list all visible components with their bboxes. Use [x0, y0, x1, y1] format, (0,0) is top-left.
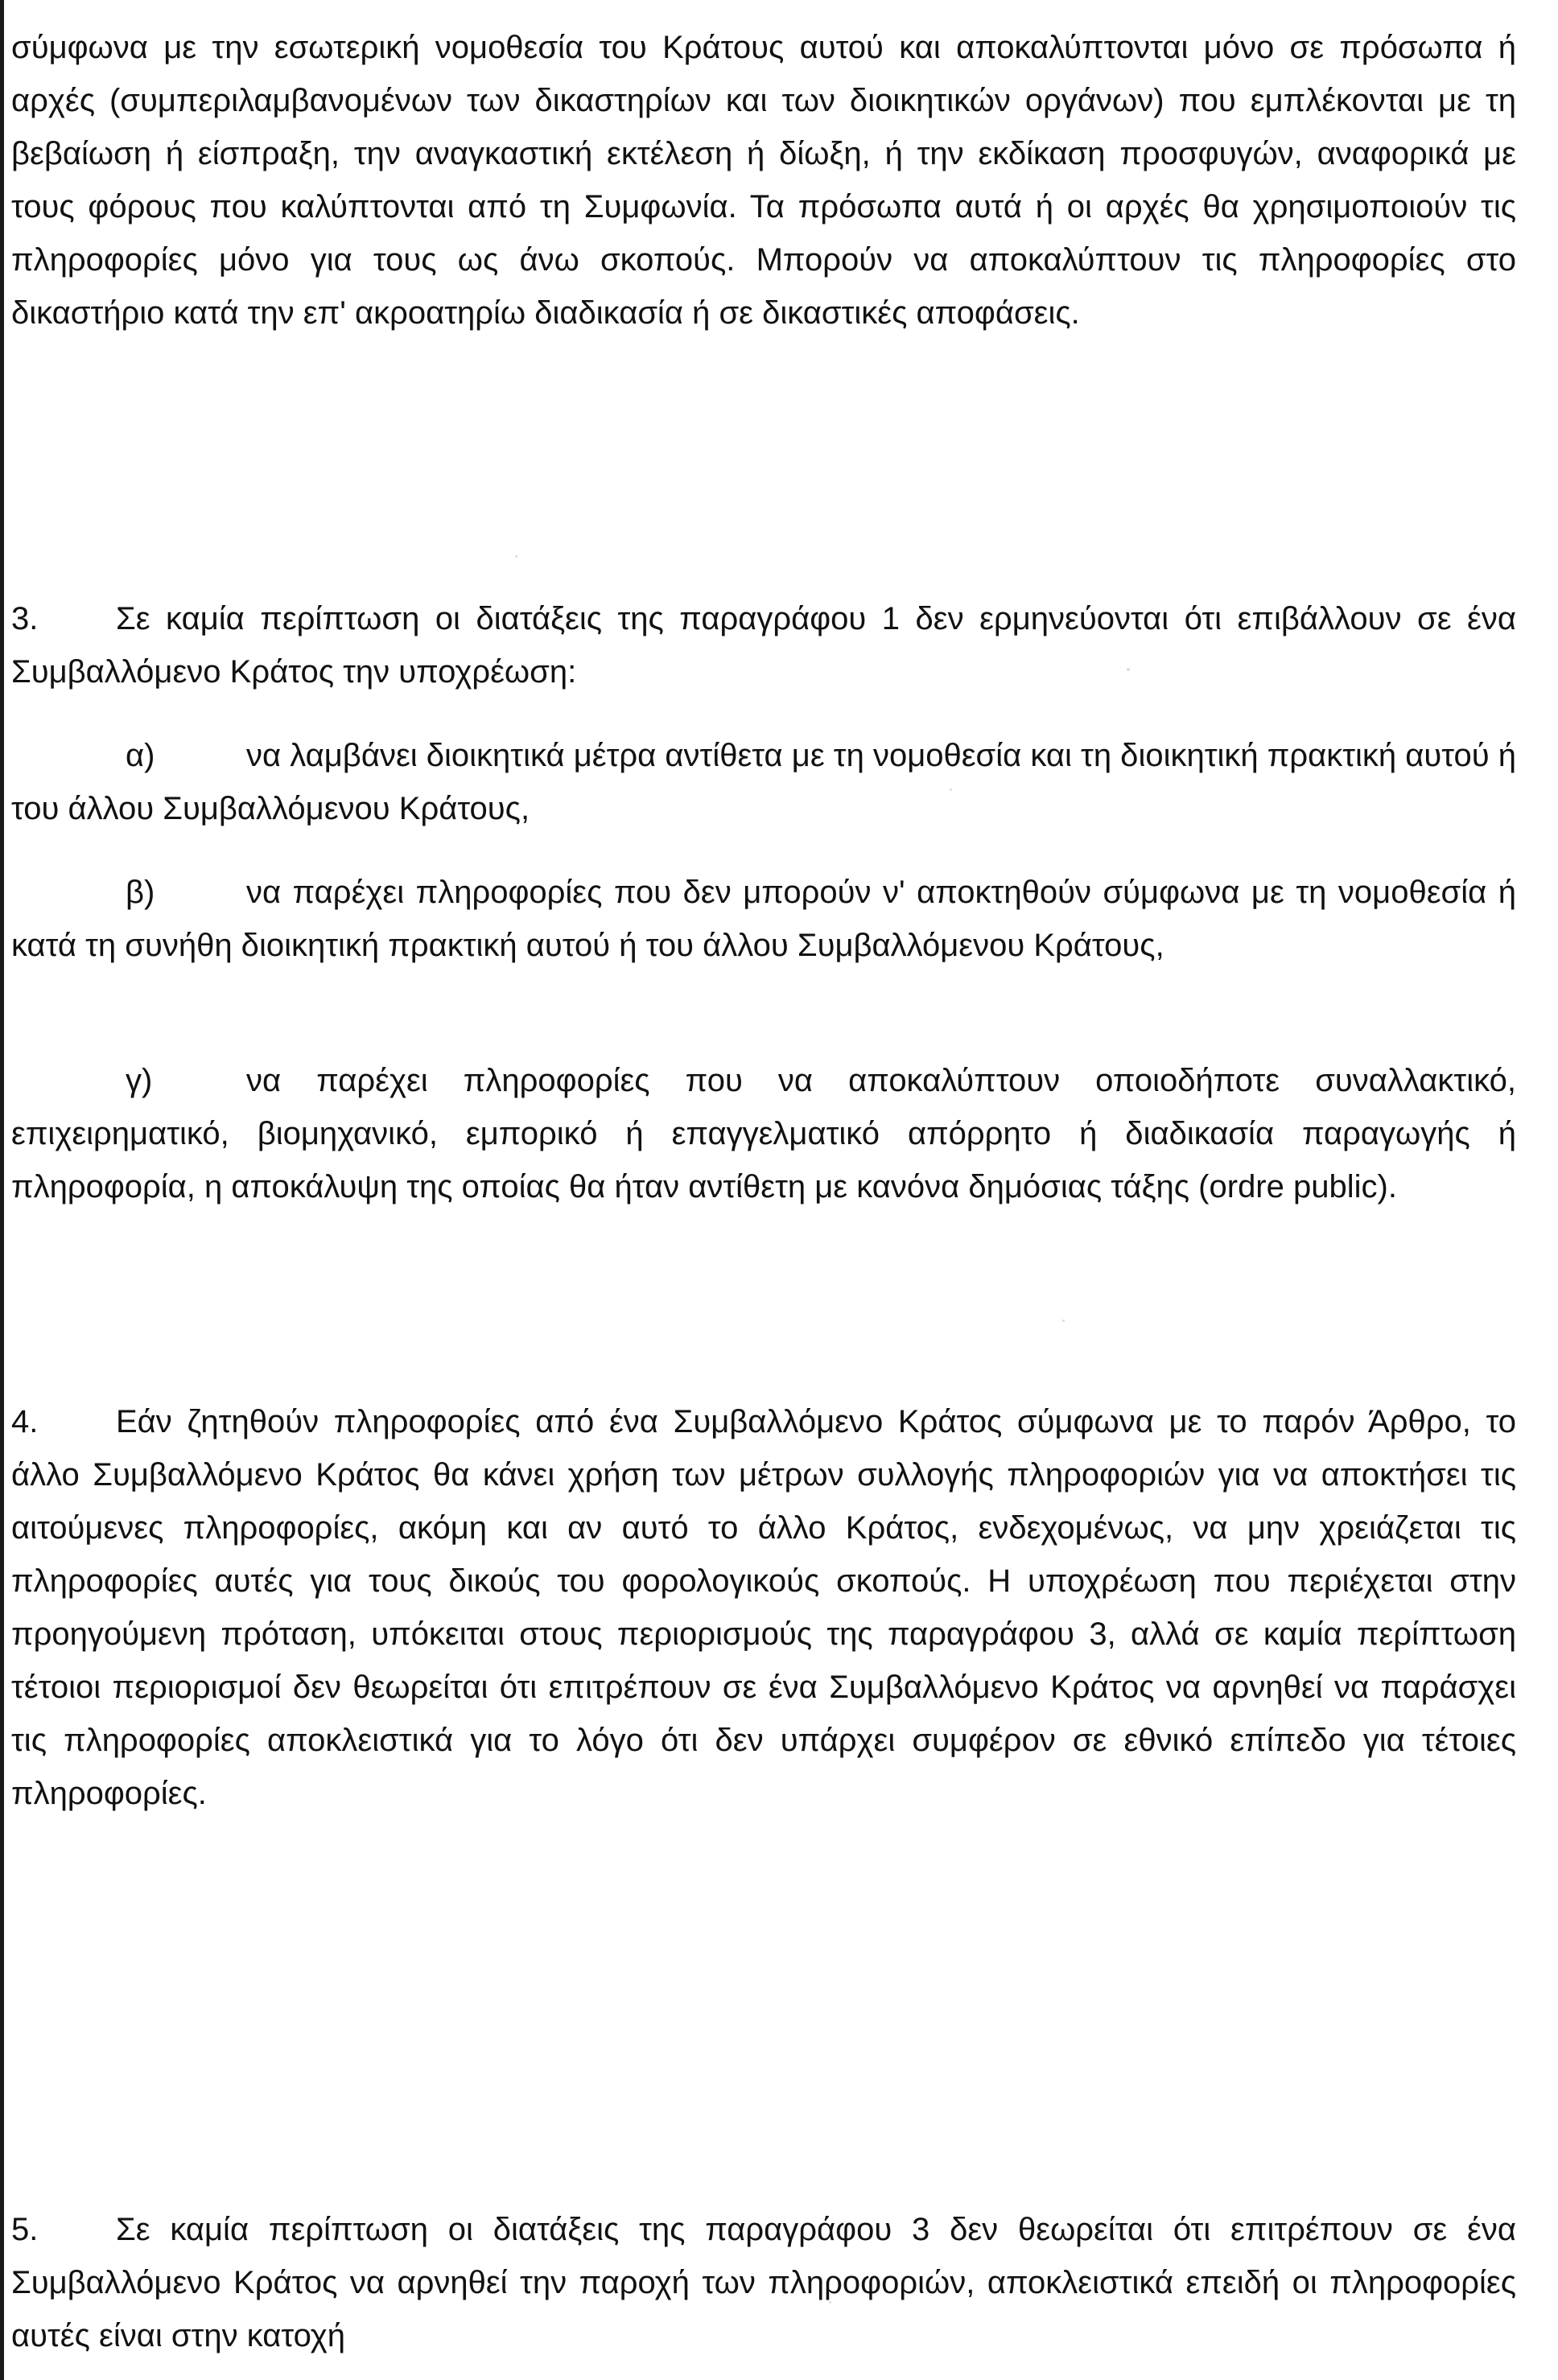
paragraph-3-item-b — [11, 866, 1516, 972]
paragraph-5-number: 5. — [11, 2212, 39, 2247]
scan-speck — [1127, 668, 1130, 671]
scan-speck — [1062, 1320, 1065, 1322]
scan-speck — [515, 555, 517, 558]
paragraph-4-text: Εάν ζητηθούν πληροφορίες από ένα Συμβαλλόμενο Κράτος σύμφωνα με το παρόν Άρθρο, το άλλο Συμβαλλόμενο Κράτος θα κάνει χρήση των μέτρων συλλογής πληροφοριών για να αποκτήσει τις αιτούμενες πληροφορίες, ακόμη και αν αυτό το άλλο Κράτος, ενδεχομένως, να μην χρειάζεται τις πληροφορίες αυτές για τους δικούς του φορολογικούς σκοπούς. Η υποχρέωση που περιέχεται στην προηγούμενη πρόταση, υπόκειται στους περιορισμούς της παραγράφου 3, αλλά σε καμία περίπτωση τέτοιοι περιορισμοί δεν θεωρείται ότι επιτρέπουν σε ένα Συμβαλλόμενο Κράτος να αρνηθεί να παράσχει τις πληροφορίες αποκλειστικά για το λόγο ότι δεν υπάρχει συμφέρον σε εθνικό επίπεδο για τέτοιες πληροφορίες. — [11, 1404, 1516, 1811]
item-a-text: να λαμβάνει διοικητικά μέτρα αντίθετα με τη νομοθεσία και τη διοικητική πρακτική αυτού ή του άλλου Συμβαλλόμενου Κράτους, — [11, 738, 1516, 826]
item-b-label: β) — [126, 875, 155, 910]
scan-speck — [829, 2301, 831, 2304]
item-c-label: γ) — [126, 1063, 153, 1098]
paragraph-5 — [11, 2203, 1516, 2362]
left-margin-rule — [0, 0, 4, 2380]
item-b-text: να παρέχει πληροφορίες που δεν μπορούν ν' αποκτηθούν σύμφωνα με τη νομοθεσία ή κατά τη συνήθη διοικητική πρακτική αυτού ή του άλλου Συμβαλλόμενου Κράτους, — [11, 875, 1516, 963]
paragraph-3-text: Σε καμία περίπτωση οι διατάξεις της παραγράφου 1 δεν ερμηνεύονται ότι επιβάλλουν σε ένα Συμβαλλόμενο Κράτος την υποχρέωση: — [11, 601, 1516, 690]
paragraph-3-number: 3. — [11, 601, 39, 636]
scan-speck — [950, 789, 952, 791]
paragraph-3-item-a — [11, 729, 1516, 835]
paragraph-3-intro — [11, 592, 1516, 698]
paragraph-3-item-c — [11, 1054, 1516, 1213]
item-a-label: α) — [126, 738, 155, 773]
continuation-paragraph: σύμφωνα με την εσωτερική νομοθεσία του Κράτους αυτού και αποκαλύπτονται μόνο σε πρόσωπα ή αρχές (συμπεριλαμβανομένων των δικαστηρίων και των διοικητικών οργάνων) που εμπλέκονται με τη βεβαίωση ή είσπραξη, την αναγκαστική εκτέλεση ή δίωξη, ή την εκδίκαση προσφυγών, αναφορικά με τους φόρους που καλύπτονται από τη Συμφωνία. Τα πρόσωπα αυτά ή οι αρχές θα χρησιμοποιούν τις πληροφορίες μόνο για τους ως άνω σκοπούς. Μπορούν να αποκαλύπτουν τις πληροφορίες στο δικαστήριο κατά την επ' ακροατηρίω διαδικασία ή σε δικαστικές αποφάσεις. — [11, 30, 1516, 331]
item-c-text: να παρέχει πληροφορίες που να αποκαλύπτουν οποιοδήποτε συναλλακτικό, επιχειρηματικό, βιομηχανικό, εμπορικό ή επαγγελματικό απόρρητο ή διαδικασία παραγωγής ή πληροφορία, η αποκάλυψη της οποίας θα ήταν αντίθετη με κανόνα δημόσιας τάξης (ordre public). — [11, 1063, 1516, 1204]
paragraph-4 — [11, 1395, 1516, 1820]
paragraph-4-number: 4. — [11, 1404, 39, 1439]
paragraph-5-text: Σε καμία περίπτωση οι διατάξεις της παραγράφου 3 δεν θεωρείται ότι επιτρέπουν σε ένα Συμβαλλόμενο Κράτος να αρνηθεί την παροχή των πληροφοριών, αποκλειστικά επειδή οι πληροφορίες αυτές είναι στην κατοχή — [11, 2212, 1516, 2353]
